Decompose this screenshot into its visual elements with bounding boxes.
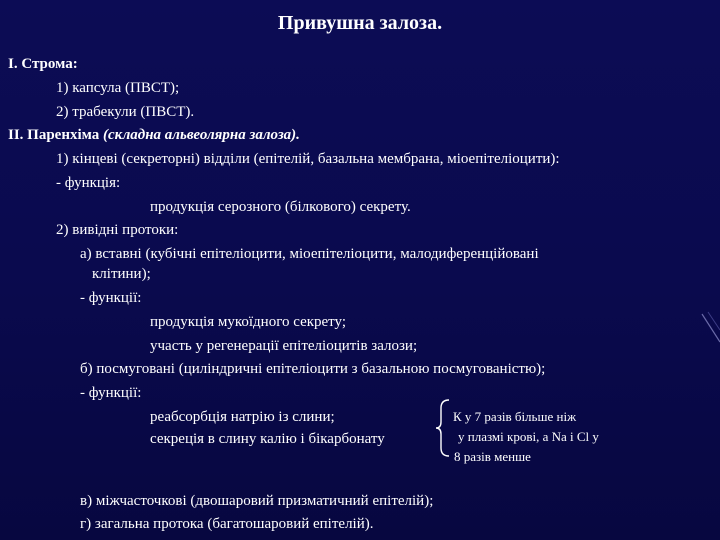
intercalated-functions-label: - функції: xyxy=(80,290,142,306)
striated-function-1: реабсорбція натрію із слини; xyxy=(150,409,335,425)
decorative-line xyxy=(700,310,720,350)
main-duct-line: г) загальна протока (багатошаровий епітелій). xyxy=(80,516,374,532)
ducts-item: 2) вивідні протоки: xyxy=(56,222,179,238)
terminal-function-text: продукція серозного (білкового) секрету. xyxy=(150,199,411,215)
stroma-item-capsule: 1) капсула (ПВСТ); xyxy=(56,80,180,96)
terminal-function-label: - функція: xyxy=(56,175,121,191)
stroma-item-trabeculae: 2) трабекули (ПВСТ). xyxy=(56,104,195,120)
parenchyma-heading-line xyxy=(8,126,300,144)
striated-function-2: секреція в слину калію і бікарбонату xyxy=(150,431,385,447)
intercalated-ducts-line1: а) вставні (кубічні епітеліоцити, міоепітеліоцити, малодиференційовані xyxy=(80,246,539,262)
parenchyma-heading-italic: (складна альвеолярна залоза). xyxy=(103,127,300,143)
interlobular-ducts-line: в) міжчасточкові (двошаровий призматичний епітелій); xyxy=(80,493,434,509)
slide-title: Привушна залоза. xyxy=(277,12,443,34)
striated-ducts-line: б) посмуговані (циліндричні епітеліоцити з базальною посмугованістю); xyxy=(80,361,546,377)
ion-note-line3: 8 разів менше xyxy=(454,449,531,464)
terminal-sections-item: 1) кінцеві (секреторні) відділи (епітелій, базальна мембрана, міоепітеліоцити): xyxy=(56,151,560,167)
ion-note-line2: у плазмі крові, а Na і Cl у xyxy=(458,429,599,444)
parenchyma-heading: ІІ. Паренхіма xyxy=(8,127,100,143)
stroma-heading: І. Строма: xyxy=(8,56,78,72)
curly-bracket-icon xyxy=(435,398,451,458)
ion-note-line1: К у 7 разів більше ніж xyxy=(453,409,577,424)
striated-functions-label: - функції: xyxy=(80,385,142,401)
intercalated-function-1: продукція мукоїдного секрету; xyxy=(150,314,347,330)
intercalated-function-2: участь у регенерації епітеліоцитів залози; xyxy=(150,338,418,354)
intercalated-ducts-line2: клітини); xyxy=(92,266,151,282)
